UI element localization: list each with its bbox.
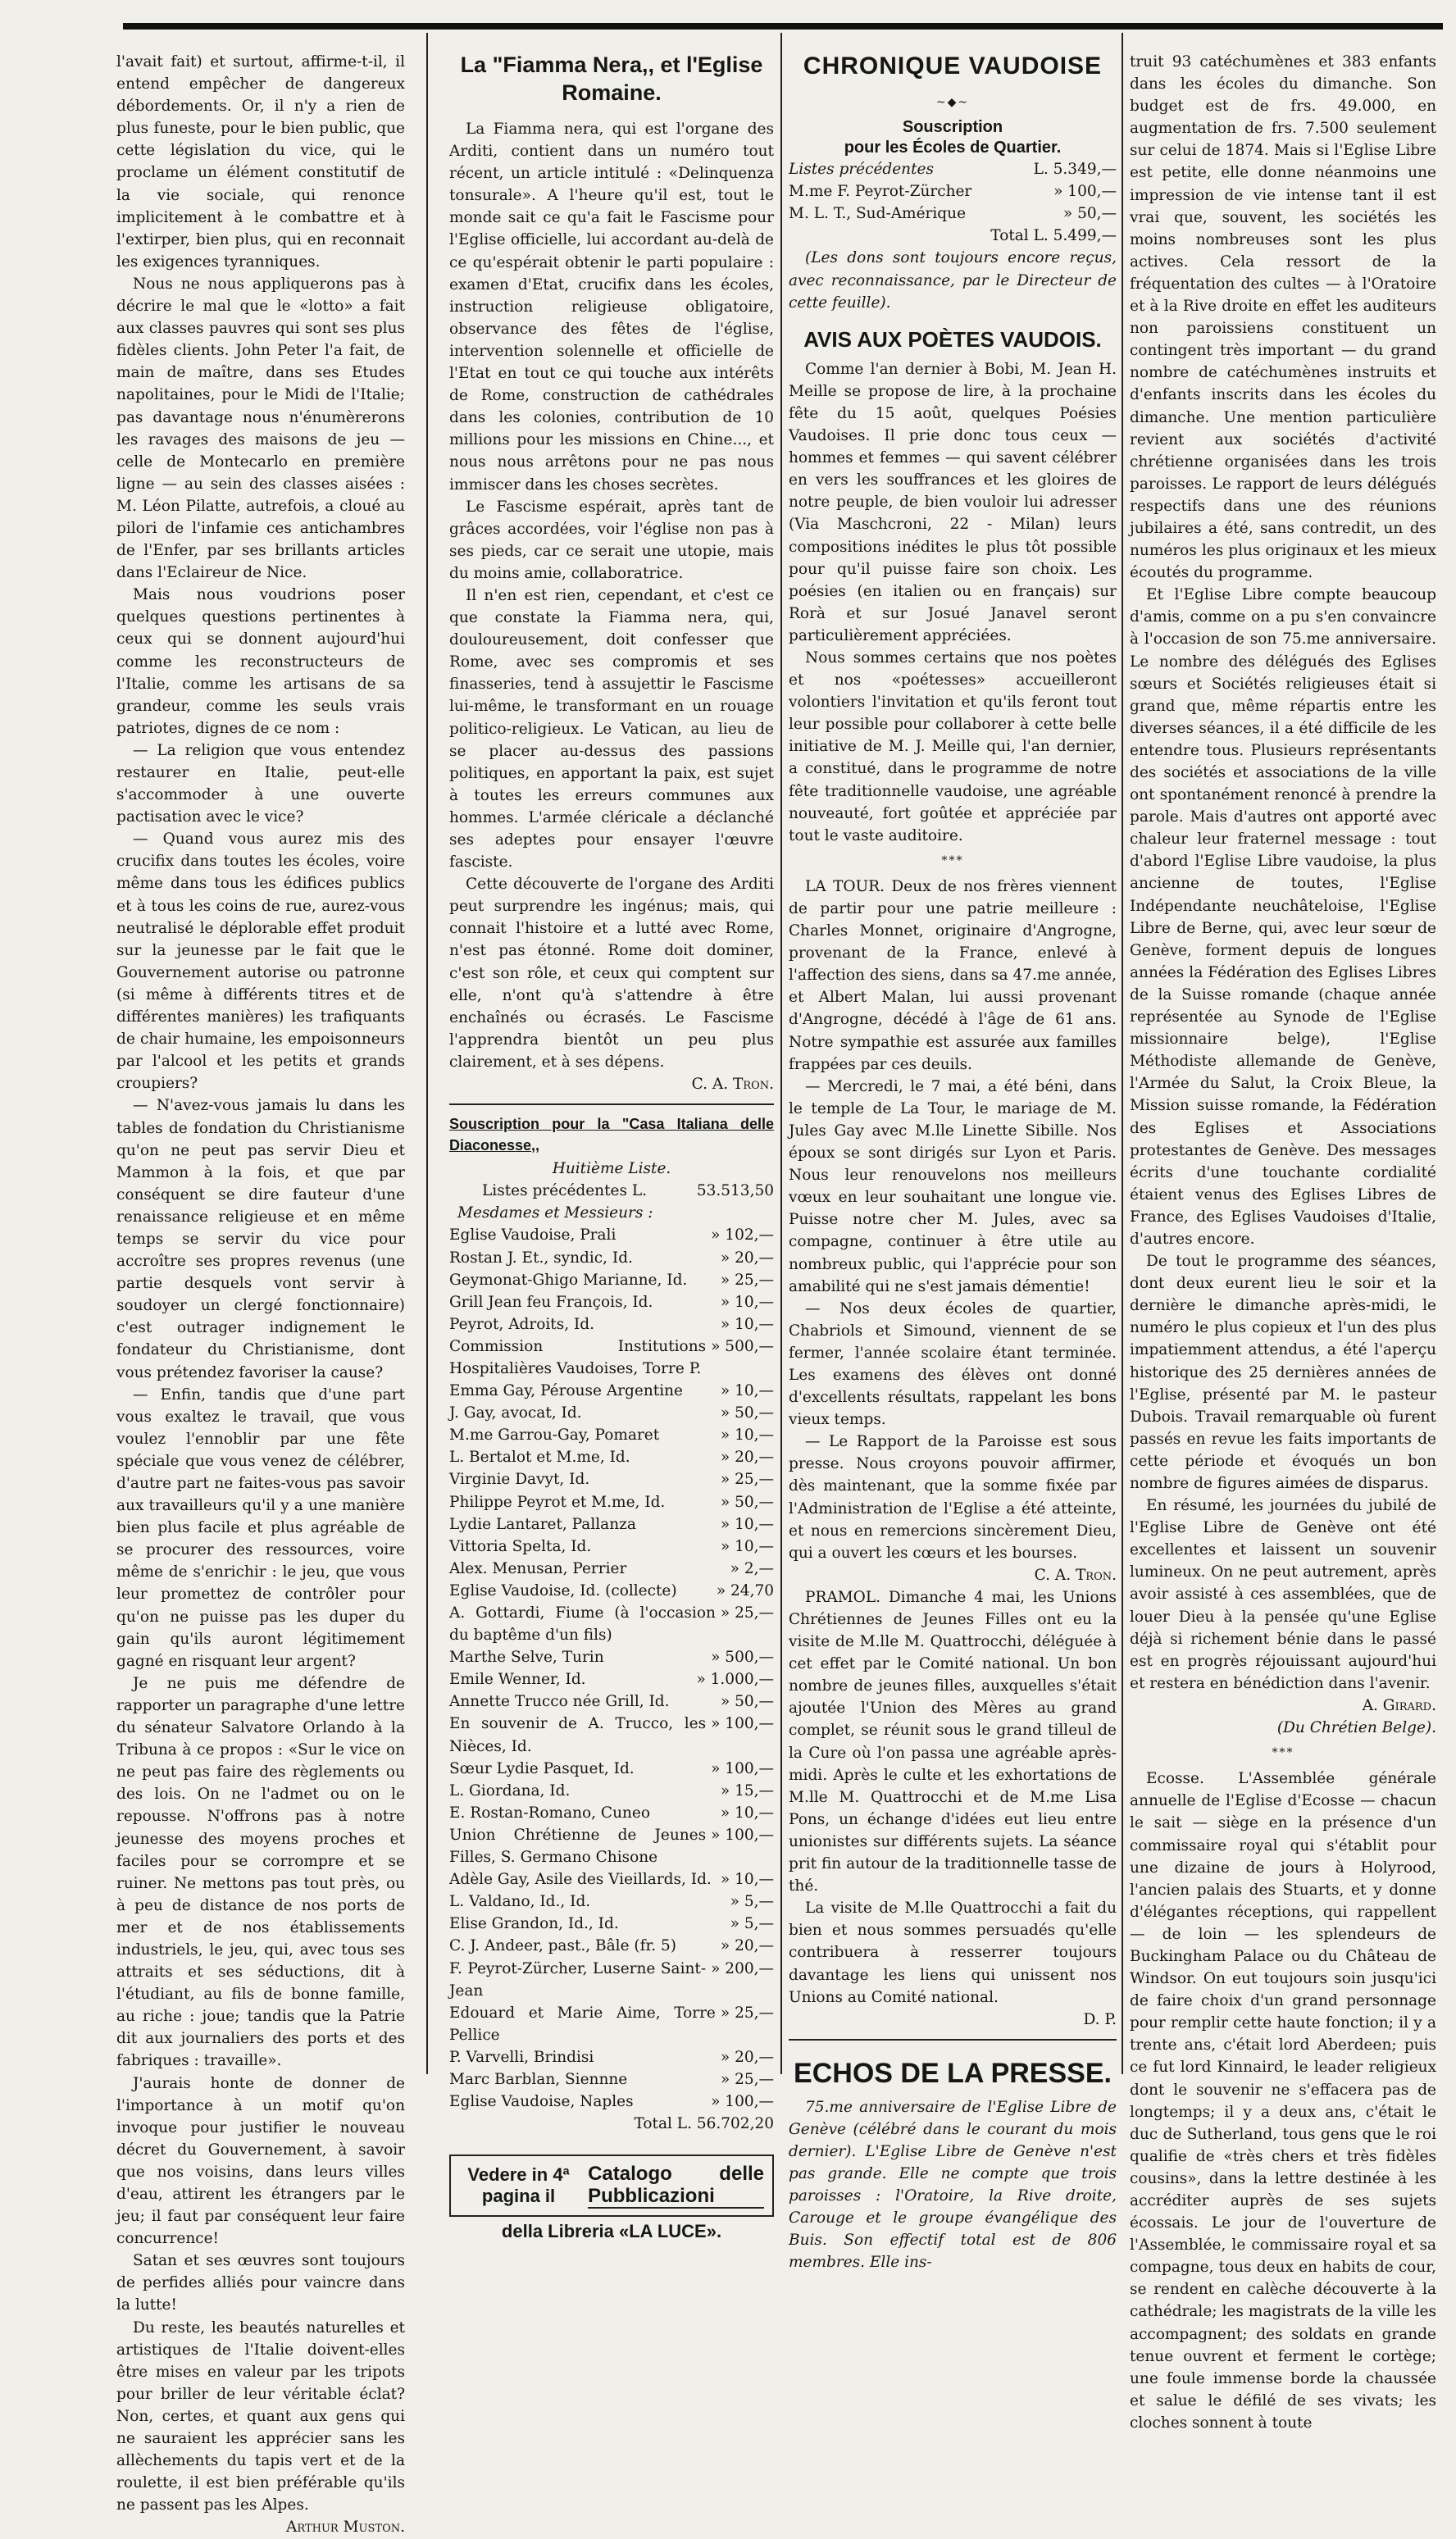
list-item [449, 1313, 774, 1335]
list-item: Listes précédentes L. 5.349,— [789, 161, 1117, 179]
column-2 [449, 51, 774, 2242]
entry-name: Philippe Peyrot et M.me, Id. [449, 1493, 666, 1511]
list-item [449, 1468, 774, 1490]
paragraph: Nous sommes certains que nos poètes et nos «poétesses» accueilleront volontiers l'invitation et qu'ils feront tout leur possible pour collaborer à cette belle initiative de M. J. Meille qui, l'an dernier, a constitué, dans le programme de notre fête traditionnelle vaudoise, une agréable nouveauté, fort goûtée et appréciée par tout le vaste auditoire. [789, 648, 1117, 844]
list-item [449, 1780, 774, 1802]
entry-amount: » 24,70 [716, 1581, 774, 1599]
subscription-heading-2: pour les Écoles de Quartier. [844, 139, 1062, 157]
entry-amount: » 25,— [720, 1471, 774, 1489]
paragraph: Et l'Eglise Libre compte beaucoup d'amis, comme on a pu s'en convaincre à l'occasion de son 75.me anniversaire. Le nombre des délégués des Eglises sœurs et Sociétés religieuses était si grand que, même répartis entre les diverses séances, il a été difficile de les entendre tous. Plusieurs représentants des sociétés et associations de la ville ont spontanément renoncé à prendre la parole. Mais d'autres ont apporté avec chaleur leur fraternel message : tout d'abord l'Eglise Libre vaudoise, la plus ancienne de toutes, l'Eglise Indépendante neuchâteloise, l'Eglise Libre de Berne, qui, avec leur sœur de Genève, forment depuis de longues années la Fédération des Eglises Libres de la Suisse romande (chaque année représentée au Synode de l'Eglise missionnaire belge), l'Eglise Méthodiste allemande de Genève, l'Armée du Salut, la Croix Bleue, la Mission suisse romande, la Fédération des Eglises et Associations protestantes de Genève. Des messages écrits d'une touchante cordialité étaient venus des Eglises Libres de France, des Eglises Vaudoises d'Italie, d'autres encore. [1130, 586, 1436, 1248]
signature: D. P. [1083, 2010, 1117, 2028]
top-rule [123, 23, 1443, 30]
paragraph: De tout le programme des séances, dont deux eurent lieu le soir et la dernière le dimanche après-midi, le numéro le plus copieux et l'un des plus impatiemment attendus, a été l'aperçu historique des 25 dernières années de l'Eglise, présenté par M. le pasteur Dubois. Travail remarquable où furent passés en revue les faits importants de cette période et évoqués un bon nombre de figures aimées de disparus. [1130, 1253, 1436, 1492]
entry-name: A. Gottardi, Fiume (à l'occasion du baptême d'un fils) [449, 1604, 716, 1645]
list-item [449, 1868, 774, 1891]
list-item [449, 1580, 774, 1602]
subscription-heading: Souscription [902, 118, 1003, 137]
entry-name: P. Varvelli, Brindisi [449, 2048, 594, 2066]
separator [449, 1103, 774, 1105]
entry-amount: » 50,— [720, 1404, 774, 1422]
list-item [449, 1802, 774, 1824]
list-item [449, 1247, 774, 1269]
entry-amount: » 10,— [720, 1426, 774, 1445]
entry-amount: » 10,— [720, 1871, 774, 1889]
entry-amount: » 2,— [730, 1559, 774, 1577]
entry-amount: » 100,— [711, 1759, 774, 1777]
list-item [449, 1713, 774, 1757]
paragraph: — Mercredi, le 7 mai, a été béni, dans le temple de La Tour, le mariage de M. Jules Gay avec M.lle Linette Sibille. Nos époux se sont dirigés sur Lyon et Paris. Nous leur renouvelons nos meilleurs vœux en leur souhaitant une longue vie. Puisse notre cher M. Jules, avec sa compagne, continuer à être utile au nombreux public, qui l'apprécie pour son amabilité qui ne s'est jamais démentie! [789, 1077, 1117, 1295]
list-item [449, 1824, 774, 1868]
entry-name: Marc Barblan, Siennne [449, 2070, 628, 2088]
entry-name: F. Peyrot-Zürcher, Luserne Saint-Jean [449, 1959, 707, 2000]
entry-amount: » 102,— [711, 1226, 774, 1244]
entry-amount: » 1.000,— [696, 1671, 774, 1689]
list-item: M. L. T., Sud-Amérique » 50,— [789, 205, 1117, 223]
paragraph: Je ne puis me défendre de rapporter un paragraphe d'une lettre du sénateur Salvatore Orlando à la Tribuna à ce propos : «Sur le vice on ne peut pas faire des règlements ou des lois. On ne l'admet ou on le repousse. N'offrons pas à notre jeunesse des moyens proches et faciles pour se corrompre et se ruiner. Ne mettons pas tout près, ou à peu de distance de nos ports de mer et de nos établissements industriels, le jeu, qui, avec tous ses attraits et ses séductions, dit à l'étudiant, au fils de bonne famille, au riche : joue; tandis que la Patrie dit aux journaliers des ports et des fabriques : travaille». [116, 1674, 405, 2070]
list-item [449, 1335, 774, 1380]
paragraph: Comme l'an dernier à Bobi, M. Jean H. Meille se propose de lire, à la prochaine fête du 15 août, quelques Poésies Vaudoises. Il prie donc tous ceux — hommes et femmes — qui savent célébrer en vers les souffrances et les gloires de notre peuple, de bien vouloir lui adresser (Via Maschcroni, 22 - Milan) leurs compositions inédites le plus tôt possible pour qu'il puisse faire son choix. Les poésies (en italien ou en français) sur Rorà et sur Josué Janavel seront particulièrement appréciées. [789, 360, 1117, 644]
column-4 [1130, 51, 1436, 2432]
list-item [449, 1758, 774, 1780]
signature: Arthur Muston. [286, 2519, 405, 2537]
article-title: AVIS AUX POÈTES VAUDOIS. [803, 326, 1102, 352]
signature: A. Girard. [1362, 1696, 1436, 1714]
paragraph: La Fiamma nera, qui est l'organe des Arditi, contient dans un numéro tout récent, un article intitulé : «Delinquenza tonsurale». A l'heure qu'il est, tout le monde sait ce qu'a fait le Fascisme pour l'Eglise officielle, lui accordant au-delà de ce qu'espérait obtenir le parti populaire : examen d'Etat, crucifix dans les écoles, instruction religieuse obligatoire, observance des fêtes de l'église, intervention solennelle et officielle de l'Etat en tout ce qui touche aux intérêts de Rome, construction de cathédrales dans les colonies, contribution de 10 millions pour les missions en Chine..., et nous nous arrêtons pour ne pas nous immiscer dans les choses secrètes. [449, 121, 774, 494]
paragraph: — La religion que vous entendez restaurer en Italie, peut-elle s'accommoder à une ouverte pactisation avec le vice? [116, 741, 405, 826]
entry-name: Adèle Gay, Asile des Vieillards, Id. [449, 1871, 712, 1889]
entry-amount: » 10,— [720, 1315, 774, 1333]
entry-name: Grill Jean feu François, Id. [449, 1293, 653, 1311]
entry-amount: » 25,— [720, 1604, 774, 1622]
entry-name: Emma Gay, Pérouse Argentine [449, 1382, 683, 1400]
source: (Du Chrétien Belge). [1276, 1719, 1436, 1737]
entry-amount: » 10,— [720, 1293, 774, 1311]
paragraph: Il n'en est rien, cependant, et c'est ce que constate la Fiamma nera, qui, douloureusement, doit confesser que Rome, avec ses compromis et ses finasseries, tend à assujettir le Fascisme lui-même, le transformant en un rouage politico-religieux. Le Vatican, au lieu de se placer au-dessus des passions politiques, en apportant la paix, est sujet à toutes les erreurs communes aux hommes. L'armée cléricale a déclanché ses adeptes pour ensayer l'œuvre fasciste. [449, 586, 774, 871]
list-item [449, 1402, 774, 1424]
entry-amount: » 5,— [730, 1915, 774, 1933]
list-item [449, 2002, 774, 2046]
entry-amount: » 100,— [711, 2093, 774, 2111]
entry-amount: » 25,— [720, 1271, 774, 1289]
section-title: ECHOS DE LA PRESSE. [794, 2057, 1112, 2089]
article-title: La "Fiamma Nera,, et l'Eglise Romaine. [460, 52, 763, 105]
list-item: Listes précédentes L. 53.513,50 [482, 1182, 774, 1200]
list-item [449, 1646, 774, 1668]
signature: C. A. Tron. [691, 1076, 774, 1094]
entry-name: M.me Garrou-Gay, Pomaret [449, 1426, 660, 1445]
entries [449, 1224, 774, 2113]
subscription-title: Souscription pour la "Casa Italiana delle Diaconesse,, [449, 1116, 774, 1154]
school-subscription-list [789, 158, 1117, 247]
paragraph: Nous ne nous appliquerons pas à décrire le mal que le «lotto» a fait aux classes pauvres qui sont ses plus fidèles clients. John Peter l'a fait, de main de maître, dans ses Etudes napolitaines, pour le Midi de l'Italie; pas davantage nous n'énumèrerons les ravages des maisons de jeu — celle de Montecarlo en première ligne — au sein des classes aisées : M. Léon Pilatte, autrefois, a cloué au pilori de l'infamie ces antichambres de l'Enfer, par ses brillants articles dans l'Eclaireur de Nice. [116, 275, 405, 582]
list-item [449, 1380, 774, 1402]
entry-amount: » 25,— [720, 2070, 774, 2088]
paragraph: l'avait fait) et surtout, affirme-t-il, il entend empêcher de dangereux débordements. Or, il n'y a rien de plus funeste, pour le bien public, que cette législation du vice, qui le proclame un élément constitutif de la vie sociale, qui renonce implicitement à le combattre et à l'extirper, bien plus, qui en reconnait les exigences tyranniques. [116, 53, 405, 271]
paragraph: — Le Rapport de la Paroisse est sous presse. Nous croyons pouvoir affirmer, dès maintenant, que la somme fixée par l'Administration de l'Eglise a été atteinte, et nous en remercions sincèrement Dieu, qui a ouvert les cœurs et les bourses. [789, 1433, 1117, 1562]
list-item: M.me F. Peyrot-Zürcher » 100,— [789, 183, 1117, 201]
column-divider [780, 33, 782, 2074]
entry-amount: » 20,— [720, 1937, 774, 1955]
paragraph: J'aurais honte de donner de l'importance à un motif qu'on invoque pour justifier le nouveau décret du Gouvernement, à savoir que nos voisins, dans leurs villes d'eau, attirent les étrangers par le jeu; il faut par conséquent leur faire concurrence! [116, 2074, 405, 2248]
stars-separator: *** [1272, 1746, 1294, 1760]
entry-name: Commission Institutions Hospitalières Vaudoises, Torre P. [449, 1337, 707, 1377]
list-item [449, 1491, 774, 1513]
entry-name: Vittoria Spelta, Id. [449, 1537, 592, 1555]
advert-bottom: della Libreria «LA LUCE». [501, 2221, 722, 2242]
column-3 [789, 51, 1117, 2272]
subscription-total: Total L. 5.499,— [990, 227, 1117, 245]
list-item [449, 1935, 774, 1957]
list-item [449, 2091, 774, 2113]
paragraph: truit 93 catéchumènes et 383 enfants dans les écoles du dimanche. Son budget est de frs. 49.000, en augmentation de frs. 7.500 seulement sur celui de 1874. Mais si l'Eglise Libre est petite, elle donne néanmoins une impression de vie intense tant il est vrai que, souvent, les sociétés les moins nombreuses sont les plus actives. Cela ressort de la fréquentation des cultes — à l'Oratoire et à la Rive droite en effet les auditeurs non paroissiens constituent un contingent très important — du grand nombre de catéchumènes instruits et d'enfants inscrits dans les écoles du dimanche. Une mention particulière revient aux sociétés d'activité chrétienne organisées dans les trois paroisses. Le rapport de leurs délégués respectifs dans une des réunions jubilaires a été, sans contredit, un des numéros les plus originaux et les mieux écoutés du programme. [1130, 53, 1436, 582]
section-title: CHRONIQUE VAUDOISE [803, 52, 1103, 80]
signature: C. A. Tron. [1034, 1566, 1117, 1584]
list-item [449, 1291, 774, 1313]
paragraph: LA TOUR. Deux de nos frères viennent de partir pour une patrie meilleure : Charles Monnet, originaire d'Angrogne, provenant de la France, enlevé à l'affection des siens, dans sa 47.me année, et Albert Malan, lui aussi provenant d'Angrogne, décédé à l'âge de 61 ans. Notre sympathie est assurée aux familles frappées par ces deuils. [789, 877, 1117, 1073]
salutation: Mesdames et Messieurs : [457, 1204, 653, 1222]
entry-name: L. Bertalot et M.me, Id. [449, 1449, 630, 1467]
paragraph: En résumé, les journées du jubilé de l'Eglise Libre de Genève ont été excellentes et laissent un souvenir lumineux. On ne peut autrement, après avoir assisté à ces assemblées, que de louer Dieu à la pensée qu'une Eglise déjà si richement bénie dans le passé est en progrès réjouissant aujourd'hui et restera en bénédiction dans l'avenir. [1130, 1497, 1436, 1692]
column-divider [1122, 33, 1123, 2074]
column-divider [426, 33, 428, 2074]
paragraph: La visite de M.lle Quattrocchi a fait du bien et nous sommes persuadés qu'elle contribuera à resserrer toujours davantage les liens qui unissent nos Unions au Comité national. [789, 1900, 1117, 2006]
entry-name: Annette Trucco née Grill, Id. [449, 1693, 670, 1711]
column-1 [116, 51, 405, 2537]
list-item [449, 1958, 774, 2002]
entry-name: Emile Wenner, Id. [449, 1671, 586, 1689]
entry-name: Alex. Menusan, Perrier [449, 1559, 627, 1577]
entry-amount: » 20,— [720, 2048, 774, 2066]
entry-name: Sœur Lydie Pasquet, Id. [449, 1759, 635, 1777]
entry-name: En souvenir de A. Trucco, les Nièces, Id. [449, 1715, 707, 1755]
entry-name: Eglise Vaudoise, Prali [449, 1226, 617, 1244]
list-item [449, 1602, 774, 1646]
entry-amount: » 20,— [720, 1449, 774, 1467]
list-item [449, 1668, 774, 1690]
entry-name: Marthe Selve, Turin [449, 1649, 604, 1667]
paragraph: Du reste, les beautés naturelles et artistiques de l'Italie doivent-elles être mises en valeur par les tripots pour briller de leur véritable éclat? Non, certes, et quant aux gens qui ne sauraient les apprécier sans les allèchements du tapis vert et de la roulette, il est bien préférable qu'ils ne passent pas les Alpes. [116, 2318, 405, 2514]
paragraph: — N'avez-vous jamais lu dans les tables de fondation du Christianisme qu'on ne peut pas servir Dieu et Mammon à la fois, et que par conséquent se dire fauteur d'une renaissance religieuse et en même temps se servir du vice pour accroître ses propres revenus (une partie desquels vont servir à soudoyer un clergé fonctionnaire) c'est outrager indignement le fondateur du Christianisme, dont vous prétendez favoriser la cause? [116, 1097, 405, 1381]
entry-amount: » 100,— [711, 1715, 774, 1733]
list-item [449, 1690, 774, 1713]
paragraph: Cette découverte de l'organe des Arditi peut surprendre les ingénus; mais, qui connait l'histoire et a lutté avec Rome, n'est pas étonné. Rome doit dominer, c'est son rôle, et ceux qui comptent sur elle, n'ont qu'à s'attendre à être enchaînés ou écrasés. Le Fascisme l'apprendra bientôt un peu plus clairement, et à ses dépens. [449, 876, 774, 1071]
paragraph: Satan et ses œuvres sont toujours de perfides alliés pour vaincre dans la lutte! [116, 2252, 405, 2314]
list-item [449, 1424, 774, 1446]
entry-name: E. Rostan-Romano, Cuneo [449, 1804, 650, 1822]
entry-name: Union Chrétienne de Jeunes Filles, S. Germano Chisone [449, 1826, 707, 1867]
list-item [449, 1891, 774, 1913]
entry-name: Eglise Vaudoise, Naples [449, 2093, 634, 2111]
entry-name: C. J. Andeer, past., Bâle (fr. 5) [449, 1937, 677, 1955]
paragraph: 75.me anniversaire de l'Eglise Libre de Genève (célébré dans le courant du mois dernier). L'Eglise Libre de Genève n'est pas grande. Elle ne compte que trois paroisses : l'Oratoire, la Rive droite, Carouge et le groupe évangélique des Buis. Son effectif total est de 806 membres. Elle ins- [789, 2098, 1117, 2272]
list-item [449, 1913, 774, 1935]
entry-name: Elise Grandon, Id., Id. [449, 1915, 619, 1933]
paragraph: — Enfin, tandis que d'une part vous exaltez le travail, que vous voulez l'ennoblir par une fête spéciale que vous venez de célébrer, d'autre part ne faites-vous pas savoir aux travailleurs qu'il y a une manière bien plus facile et plus agréable de se procurer des ressources, voire même de s'enrichir : le jeu, que vous leur promettez de contrôler pour qu'on ne puisse pas les duper du gain qu'ils auront légitimement gagné en risquant leur argent? [116, 1386, 405, 1670]
entry-amount: » 10,— [720, 1515, 774, 1533]
entry-amount: » 10,— [720, 1537, 774, 1555]
list-item [449, 1536, 774, 1558]
list-item [449, 1513, 774, 1536]
paragraph: Mais nous voudrions poser quelques questions pertinentes à ceux qui se donnent aujourd'hui comme les reconstructeurs de l'Italie, comme les artisans de sa grandeur, comme les seuls vrais patriotes, dignes de ce nom : [116, 586, 405, 737]
entry-amount: » 20,— [720, 1249, 774, 1267]
separator [789, 2039, 1117, 2041]
entry-name: Lydie Lantaret, Pallanza [449, 1515, 636, 1533]
entry-amount: » 5,— [730, 1893, 774, 1911]
entry-amount: » 15,— [720, 1781, 774, 1800]
catalog-advert [449, 2155, 774, 2217]
entry-name: L. Giordana, Id. [449, 1781, 571, 1800]
entry-amount: » 200,— [711, 1959, 774, 1977]
entry-amount: » 50,— [720, 1493, 774, 1511]
entry-name: Rostan J. Et., syndic, Id. [449, 1249, 633, 1267]
note: (Les dons sont toujours encore reçus, avec reconnaissance, par le Directeur de cette feuille). [789, 249, 1117, 312]
paragraph: — Nos deux écoles de quartier, Chabriols et Simound, viennent de se fermer, l'année scolaire étant terminée. Les examens des élèves ont donné d'excellents résultats, rappelant les bons vieux temps. [789, 1299, 1117, 1429]
paragraph: PRAMOL. Dimanche 4 mai, les Unions Chrétiennes de Jeunes Filles ont eu la visite de M.lle M. Quattrocchi, déléguée à cet effet par le Comité national. Un bon nombre de jeunes filles, auxquelles s'était ajoutée l'Union des Mères au grand complet, se réunit sous le grand tilleul de la Cure où l'on passa une agréable après-midi. Après le culte et les exhortations de M.lle M. Quattrocchi et de M.me Lisa Pons, un échange d'idées eut lieu entre unionistes sur différents sujets. La séance prit fin autour de la traditionnelle tasse de thé. [789, 1588, 1117, 1895]
entry-name: Peyrot, Adroits, Id. [449, 1315, 595, 1333]
advert-left: Vedere in 4ª pagina il [467, 2164, 570, 2207]
entry-amount: » 100,— [711, 1826, 774, 1844]
entry-name: Eglise Vaudoise, Id. (collecte) [449, 1581, 677, 1599]
entry-amount: » 25,— [720, 2004, 774, 2022]
advert-catalog: Catalogo delle Pubblicazioni [588, 2163, 764, 2209]
stars-separator: *** [941, 853, 964, 867]
paragraph: — Quand vous aurez mis des crucifix dans toutes les écoles, voire même dans tous les édifices publics et à tous les coins de rue, aurez-vous neutralisé le déplorable effet produit sur la jeunesse par le fait que le Gouvernement autorise ou patronne (si même à différents titres et de différentes manières) les trafiquants de chair humaine, les empoisonneurs par l'alcool et les petits et grands croupiers? [116, 830, 405, 1093]
list-item [449, 1224, 774, 1246]
list-item [449, 1446, 774, 1468]
ornament: ~◆~ [935, 96, 970, 109]
entry-name: L. Valdano, Id., Id. [449, 1893, 591, 1911]
list-item [449, 1269, 774, 1291]
subscription-list [449, 1180, 774, 2135]
entry-name: Geymonat-Ghigo Marianne, Id. [449, 1271, 688, 1289]
subscription-subtitle: Huitième Liste. [552, 1160, 671, 1178]
list-item [449, 2046, 774, 2068]
paragraph: Ecosse. L'Assemblée générale annuelle de l'Eglise d'Ecosse — chacun le sait — siège en la présence d'un commissaire royal qui s'établit pour une dizaine de jours à Holyrood, l'ancien palais des Stuarts, et y donne d'élégantes réceptions, qui rappellent — de loin — les splendeurs de Buckingham Palace ou du Château de Windsor. On eut toujours soin jusqu'ici de faire choix d'un grand personnage pour remplir cette haute fonction; il y a trente ans, c'était lord Aberdeen; puis ce fut lord Kinnaird, le leader religieux dont le souvenir ne s'effacera pas de longtemps; il y a deux ans, c'était le duc de Sutherland, tous gens que le roi qualifie de «très chers et très fidèles cousins», dans la lettre destinée à les accréditer auprès de ses sujets écossais. Le jour de l'ouverture de l'Assemblée, le commissaire royal et sa compagne, tous deux en habits de cour, se rendent en calèche découverte à la cathédrale; les magistrats de la ville les accompagnent; des soldats en grande tenue ouvrent et ferment le cortège; une foule immense borde la chaussée et salue le défilé de ses vivats; les cloches sonnent à toute [1130, 1770, 1436, 2432]
entry-amount: » 500,— [711, 1337, 774, 1355]
entry-amount: » 10,— [720, 1382, 774, 1400]
entry-name: J. Gay, avocat, Id. [449, 1404, 582, 1422]
list-item [449, 1558, 774, 1580]
entry-amount: » 50,— [720, 1693, 774, 1711]
subscription-total: Total L. 56.702,20 [634, 2115, 774, 2133]
entry-amount: » 10,— [720, 1804, 774, 1822]
entry-amount: » 500,— [711, 1649, 774, 1667]
entry-name: Edouard et Marie Aime, Torre Pellice [449, 2004, 716, 2044]
paragraph: Le Fascisme espérait, après tant de grâces accordées, voir l'église non pas à ses pieds, car ce serait une utopie, mais du moins amie, collaboratrice. [449, 498, 774, 582]
list-item [449, 2068, 774, 2091]
entry-name: Virginie Davyt, Id. [449, 1471, 590, 1489]
